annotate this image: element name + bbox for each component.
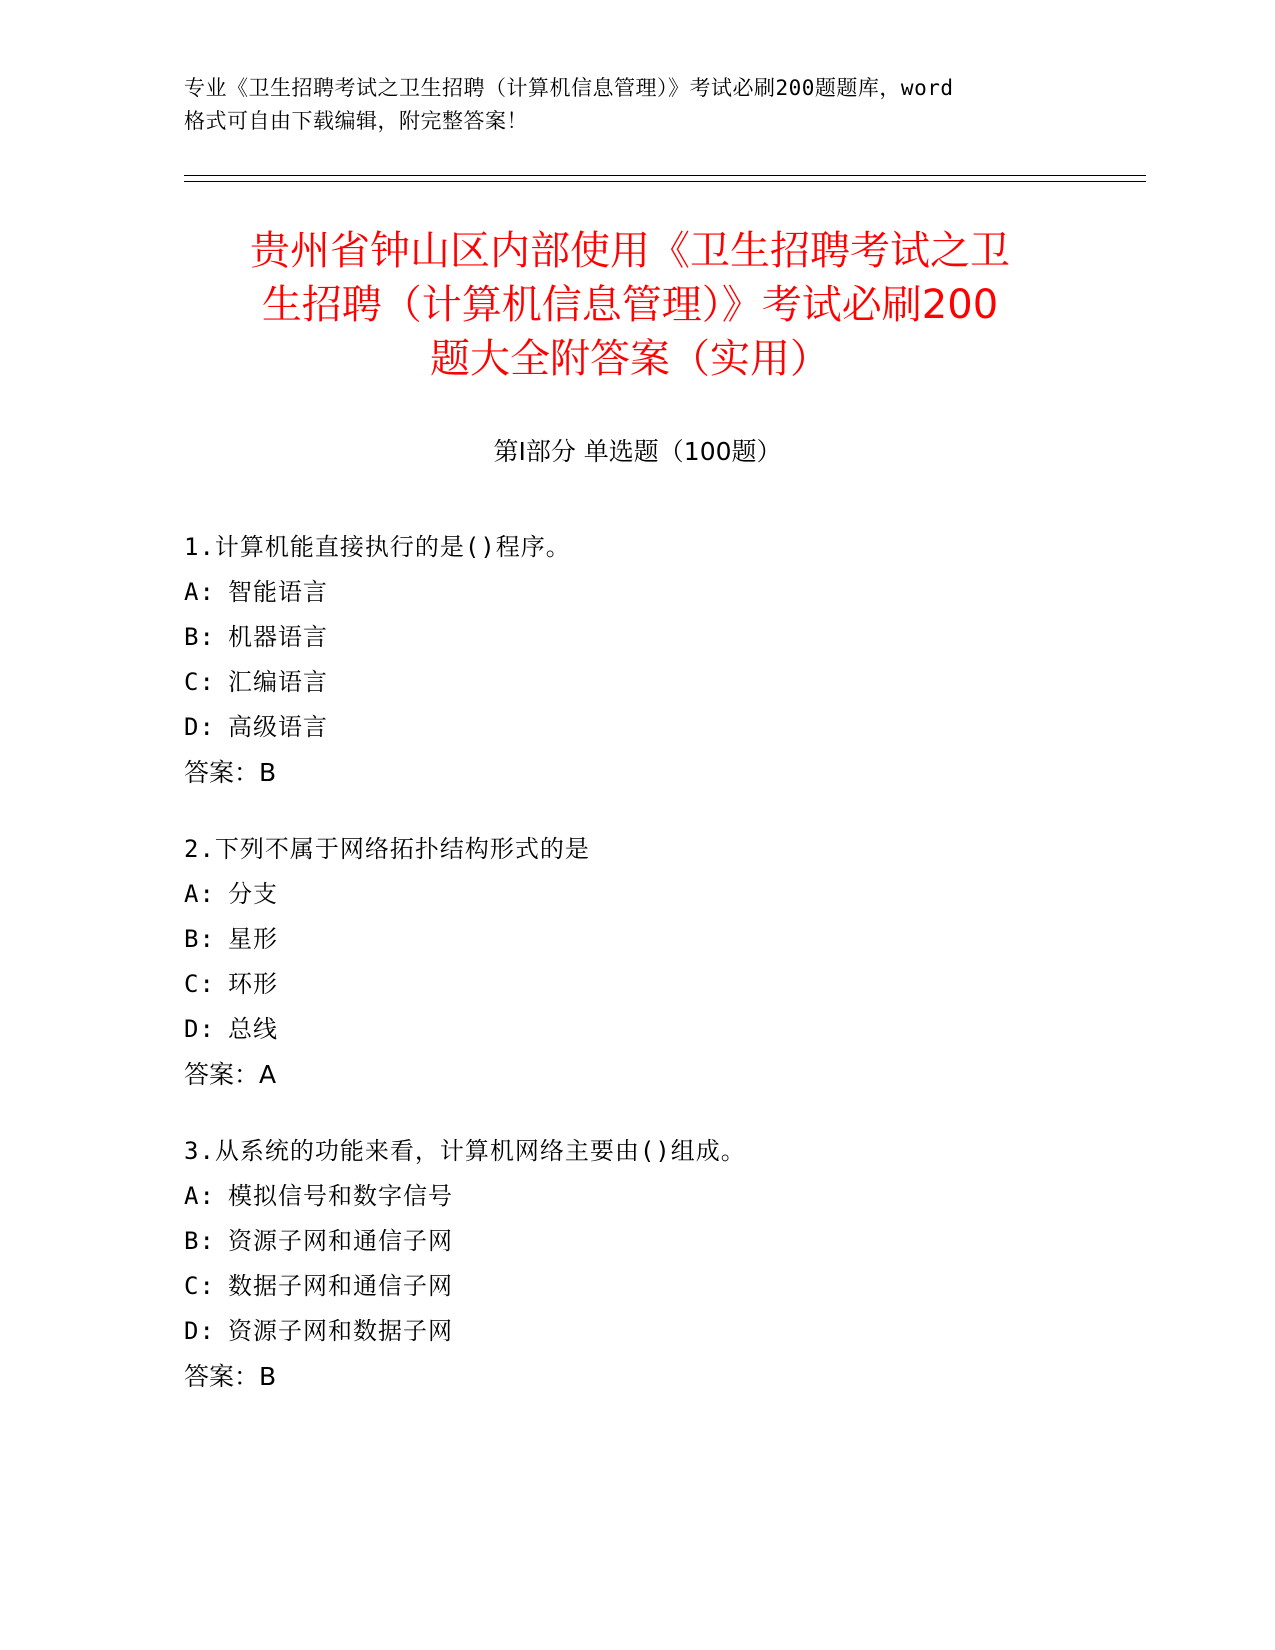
option-a	[184, 872, 1084, 917]
option-text: 分支	[228, 880, 278, 908]
option-text: 数据子网和通信子网	[228, 1272, 453, 1300]
question-stem: 3.从系统的功能来看，计算机网络主要由()组成。	[184, 1137, 746, 1165]
header-note-line-2: 格式可自由下载编辑，附完整答案！	[184, 109, 528, 133]
option-text: 机器语言	[228, 623, 328, 651]
option-text: 资源子网和数据子网	[228, 1317, 453, 1345]
option-a	[184, 570, 1084, 615]
answer-line: 答案：B	[184, 1362, 277, 1391]
header-note-line-1: 专业《卫生招聘考试之卫生招聘（计算机信息管理）》考试必刷200题题库，word	[184, 76, 954, 100]
option-key: A:	[184, 578, 215, 606]
header-divider-top	[184, 175, 1146, 176]
question-2	[184, 827, 1084, 1097]
header-divider-bottom	[184, 181, 1146, 182]
question-stem: 1.计算机能直接执行的是()程序。	[184, 533, 571, 561]
option-text: 高级语言	[228, 713, 328, 741]
document-title-line-2: 生招聘（计算机信息管理）》考试必刷200	[261, 282, 999, 328]
answer-line: 答案：A	[184, 1060, 277, 1089]
option-key: C:	[184, 1272, 215, 1300]
option-text: 模拟信号和数字信号	[228, 1182, 453, 1210]
answer-line: 答案：B	[184, 758, 277, 787]
question-stem: 2.下列不属于网络拓扑结构形式的是	[184, 835, 590, 863]
option-key: B:	[184, 1227, 215, 1255]
option-b	[184, 615, 1084, 660]
option-key: C:	[184, 668, 215, 696]
question-3	[184, 1129, 1084, 1399]
option-key: A:	[184, 1182, 215, 1210]
option-text: 资源子网和通信子网	[228, 1227, 453, 1255]
document-title	[190, 224, 1070, 386]
option-d	[184, 1007, 1084, 1052]
option-text: 总线	[228, 1015, 278, 1043]
option-key: D:	[184, 1317, 215, 1345]
option-d	[184, 1309, 1084, 1354]
option-text: 环形	[228, 970, 278, 998]
option-key: B:	[184, 925, 215, 953]
option-c	[184, 1264, 1084, 1309]
header-note	[184, 72, 1084, 138]
option-b	[184, 1219, 1084, 1264]
section-heading: 第Ⅰ部分 单选题（100题）	[493, 437, 782, 466]
question-list	[184, 525, 1084, 1431]
option-key: C:	[184, 970, 215, 998]
option-text: 星形	[228, 925, 278, 953]
question-1	[184, 525, 1084, 795]
option-key: D:	[184, 1015, 215, 1043]
option-key: B:	[184, 623, 215, 651]
option-text: 汇编语言	[228, 668, 328, 696]
option-c	[184, 660, 1084, 705]
option-a	[184, 1174, 1084, 1219]
document-title-line-1: 贵州省钟山区内部使用《卫生招聘考试之卫	[250, 228, 1010, 274]
option-d	[184, 705, 1084, 750]
document-title-line-3: 题大全附答案（实用）	[430, 336, 830, 382]
option-c	[184, 962, 1084, 1007]
option-key: A:	[184, 880, 215, 908]
option-text: 智能语言	[228, 578, 328, 606]
option-b	[184, 917, 1084, 962]
option-key: D:	[184, 713, 215, 741]
